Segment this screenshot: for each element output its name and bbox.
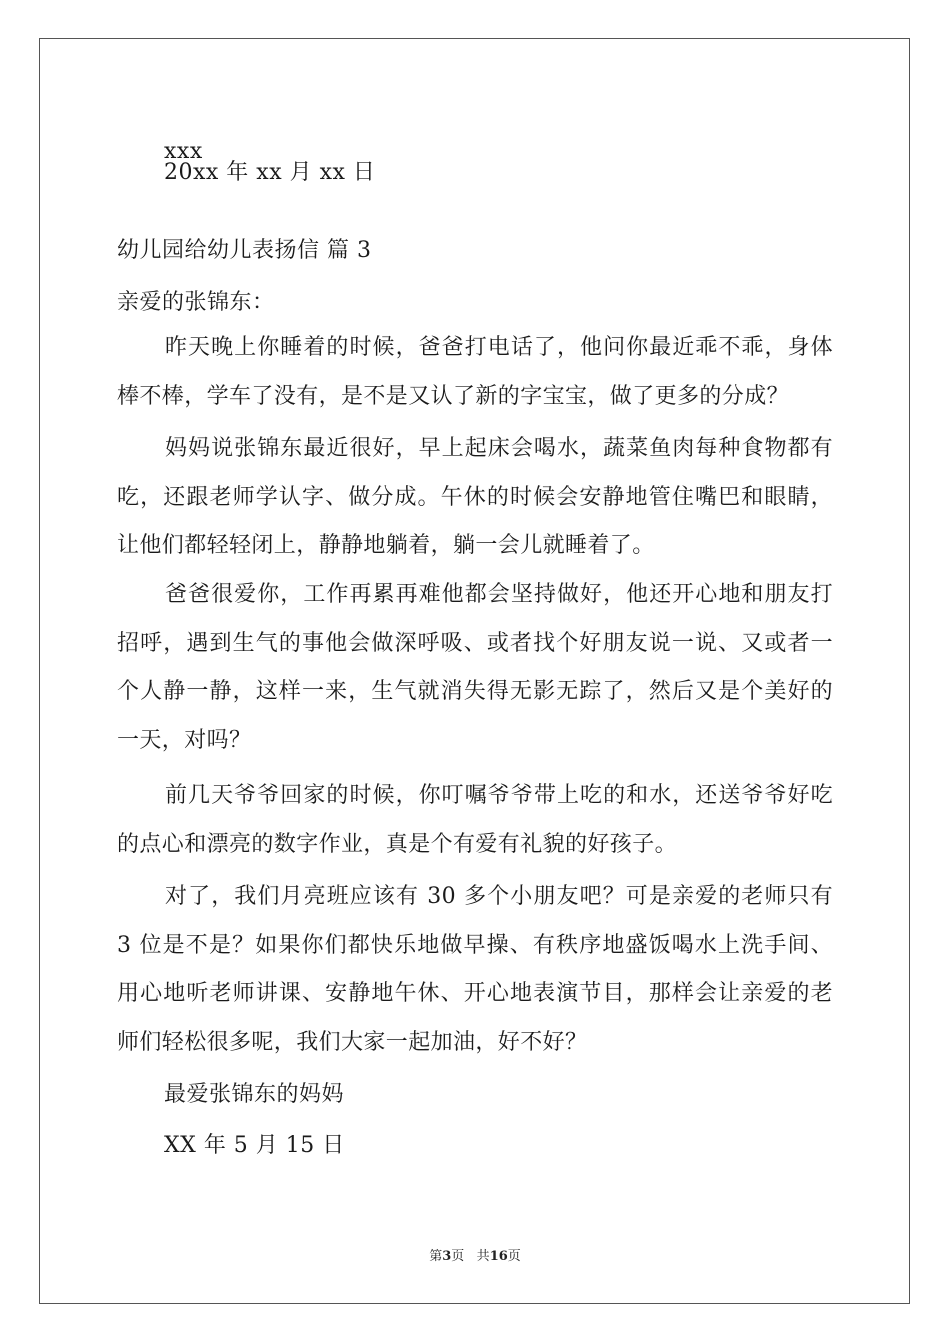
section-title: 幼儿园给幼儿表扬信 篇 3	[117, 238, 372, 263]
footer-page-prefix: 第	[429, 1249, 443, 1264]
page-footer	[0, 1248, 950, 1266]
paragraph-3: 爸爸很爱你，工作再累再难他都会坚持做好，他还开心地和朋友打招呼，遇到生气的事他会做深呼吸、或者找个好朋友说一说、又或者一个人静一静，这样一来，生气就消失得无影无踪了，然后又是个美好的一天，对吗？	[117, 582, 833, 753]
footer-page-suffix: 页	[451, 1249, 465, 1264]
paragraph-1: 昨天晚上你睡着的时候，爸爸打电话了，他问你最近乖不乖，身体棒不棒，学车了没有，是不是又认了新的字宝宝，做了更多的分成？	[117, 335, 833, 409]
closing-date: XX 年 5 月 15 日	[164, 1133, 345, 1158]
previous-letter-signature: xxx	[164, 139, 203, 164]
footer-total-pages: 16	[489, 1249, 508, 1264]
closing-signature: 最爱张锦东的妈妈	[164, 1082, 345, 1107]
paragraph-5: 对了，我们月亮班应该有 30 多个小朋友吧？可是亲爱的老师只有 3 位是不是？如果你们都快乐地做早操、有秩序地盛饭喝水上洗手间、用心地听老师讲课、安静地午休、开心地表演节目，那样会让亲爱的老师们轻松很多呢，我们大家一起加油，好不好？	[117, 884, 833, 1055]
paragraph-2: 妈妈说张锦东最近很好，早上起床会喝水，蔬菜鱼肉每种食物都有吃，还跟老师学认字、做分成。午休的时候会安静地管住嘴巴和眼睛，让他们都轻轻闭上，静静地躺着，躺一会儿就睡着了。	[117, 436, 833, 558]
footer-page-number: 3	[442, 1249, 452, 1264]
previous-letter-date: 20xx 年 xx 月 xx 日	[164, 160, 376, 185]
footer-total-prefix: 共	[476, 1249, 490, 1264]
salutation: 亲爱的张锦东：	[117, 290, 275, 315]
paragraph-4: 前几天爷爷回家的时候，你叮嘱爷爷带上吃的和水，还送爷爷好吃的点心和漂亮的数字作业，真是个有爱有礼貌的好孩子。	[117, 783, 833, 857]
footer-total-suffix: 页	[507, 1249, 521, 1264]
